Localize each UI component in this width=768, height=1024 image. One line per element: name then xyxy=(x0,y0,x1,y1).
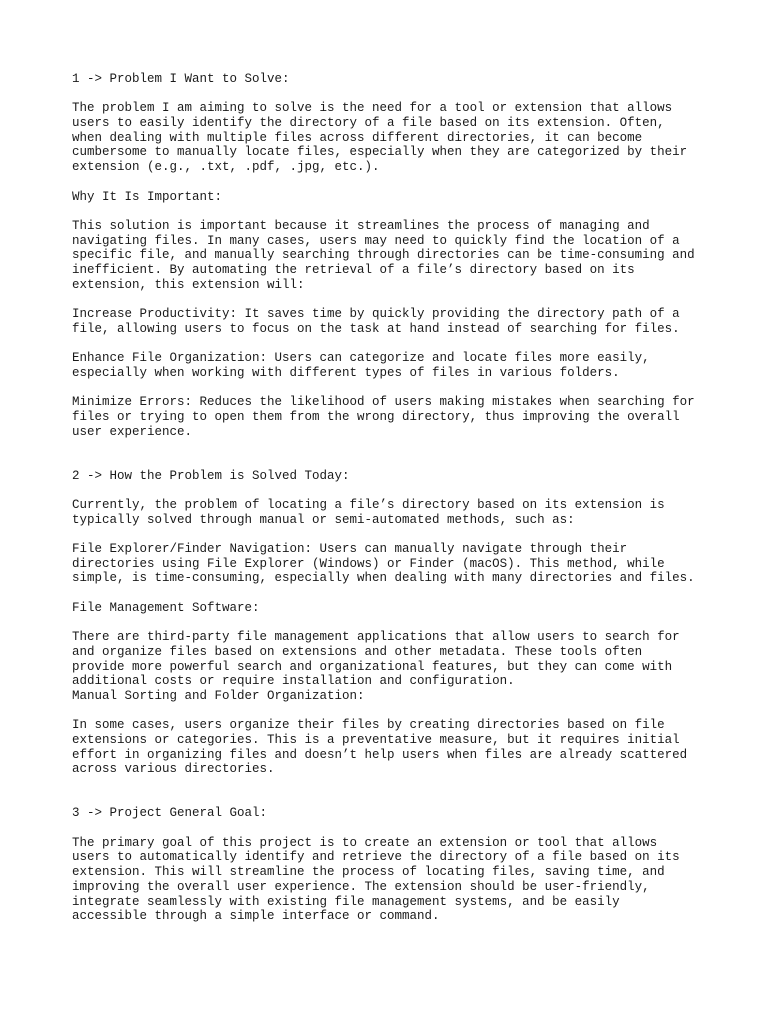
paragraph xyxy=(72,351,732,380)
text-line: additional costs or require installation and configuration. xyxy=(72,674,515,689)
text-line: when dealing with multiple files across different directories, it can become xyxy=(72,130,643,145)
section-heading: 2 -> How the Problem is Solved Today: xyxy=(72,468,350,483)
text-line: users to automatically identify and retrieve the directory of a file based on its xyxy=(72,850,680,865)
text-line: integrate seamlessly with existing file management systems, and be easily xyxy=(72,894,620,909)
text-line: typically solved through manual or semi-automated methods, such as: xyxy=(72,512,575,527)
text-line: files or trying to open them from the wrong directory, thus improving the overall xyxy=(72,409,680,424)
text-line: Currently, the problem of locating a file’s directory based on its extension is xyxy=(72,497,665,512)
section-heading: 1 -> Problem I Want to Solve: xyxy=(72,72,290,86)
text-line: user experience. xyxy=(72,424,193,439)
subheading: Why It Is Important: xyxy=(72,189,223,204)
paragraph xyxy=(72,395,732,439)
text-line: This solution is important because it streamlines the process of managing and xyxy=(72,218,650,233)
text-line: across various directories. xyxy=(72,762,275,777)
text-line: There are third-party file management applications that allow users to search for xyxy=(72,630,680,645)
paragraph xyxy=(72,836,732,924)
section-heading: 3 -> Project General Goal: xyxy=(72,806,268,821)
text-line: navigating files. In many cases, users may need to quickly find the location of a xyxy=(72,233,680,248)
text-line: The problem I am aiming to solve is the need for a tool or extension that allows xyxy=(72,101,673,116)
text-line: extension (e.g., .txt, .pdf, .jpg, etc.). xyxy=(72,160,380,175)
text-line: effort in organizing files and doesn’t help users when files are already scattered xyxy=(72,747,688,762)
text-line: directories using File Explorer (Windows) or Finder (macOS). This method, while xyxy=(72,556,665,571)
paragraph xyxy=(72,101,732,174)
text-line: Minimize Errors: Reduces the likelihood of users making mistakes when searching for xyxy=(72,395,695,410)
paragraph xyxy=(72,498,732,527)
paragraph xyxy=(72,718,732,777)
text-line: specific file, and manually searching through directories can be time-consuming and xyxy=(72,248,695,263)
text-line: provide more powerful search and organizational features, but they can come with xyxy=(72,659,673,674)
text-line: cumbersome to manually locate files, especially when they are categorized by their xyxy=(72,145,688,160)
text-line: users to easily identify the directory of a file based on its extension. Often, xyxy=(72,116,665,131)
paragraph xyxy=(72,219,732,292)
text-line: Manual Sorting and Folder Organization: xyxy=(72,688,365,703)
text-line: Enhance File Organization: Users can categorize and locate files more easily, xyxy=(72,351,650,366)
paragraph xyxy=(72,630,732,703)
text-line: In some cases, users organize their files by creating directories based on file xyxy=(72,718,665,733)
text-line: Increase Productivity: It saves time by quickly providing the directory path of a xyxy=(72,307,680,321)
text-line: The primary goal of this project is to create an extension or tool that allows xyxy=(72,835,658,850)
text-line: extension. This will streamline the process of locating files, saving time, and xyxy=(72,865,665,880)
text-line: especially when working with different types of files in various folders. xyxy=(72,365,620,380)
paragraph xyxy=(72,307,732,336)
text-line: accessible through a simple interface or command. xyxy=(72,909,440,924)
text-line: File Explorer/Finder Navigation: Users can manually navigate through their xyxy=(72,542,628,557)
text-line: simple, is time-consuming, especially when dealing with many directories and files. xyxy=(72,571,695,586)
text-line: extensions or categories. This is a preventative measure, but it requires initial xyxy=(72,732,680,747)
subheading: File Management Software: xyxy=(72,600,260,615)
document-page xyxy=(72,72,732,924)
text-line: extension, this extension will: xyxy=(72,277,305,292)
text-line: improving the overall user experience. The extension should be user-friendly, xyxy=(72,879,650,894)
text-line: and organize files based on extensions and other metadata. These tools often xyxy=(72,644,643,659)
text-line: inefficient. By automating the retrieval of a file’s directory based on its xyxy=(72,262,635,277)
paragraph xyxy=(72,542,732,586)
text-line: file, allowing users to focus on the task at hand instead of searching for files. xyxy=(72,321,680,336)
